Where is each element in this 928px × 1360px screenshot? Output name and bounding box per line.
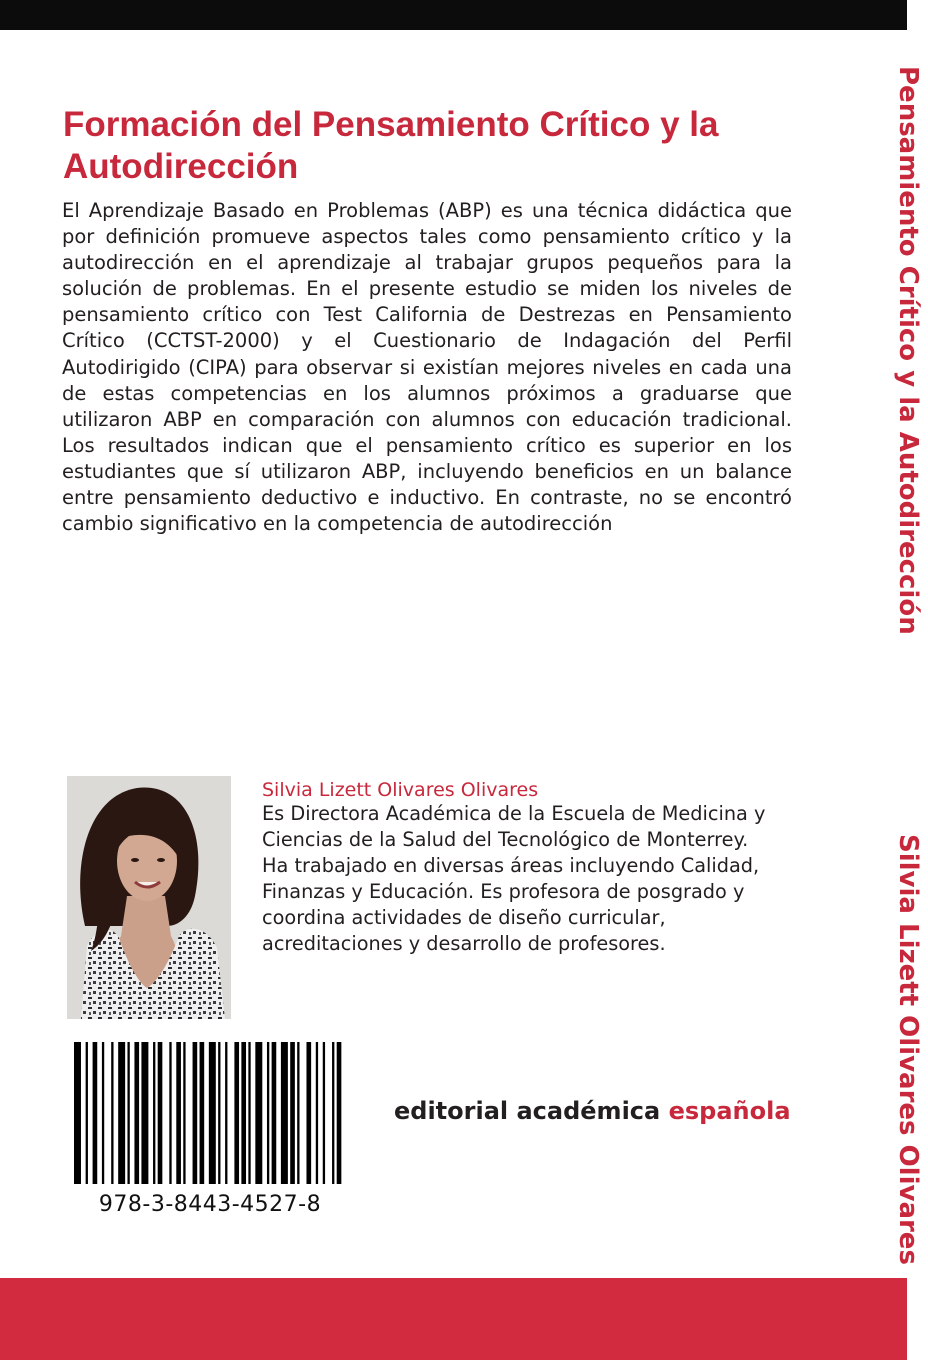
- barcode-bar: [153, 1042, 155, 1184]
- barcode-bar: [281, 1042, 288, 1184]
- barcode-bar: [306, 1042, 311, 1184]
- author-bio-line: coordina actividades de diseño curricular,: [262, 906, 666, 930]
- barcode-bar: [183, 1042, 185, 1184]
- barcode-bar: [297, 1042, 299, 1184]
- barcode-bar: [74, 1042, 81, 1184]
- publisher-logo: [394, 1096, 791, 1126]
- barcode-bar: [234, 1042, 239, 1184]
- author-bio-line: Ciencias de la Salud del Tecnológico de Monterrey.: [262, 828, 749, 852]
- author-photo: [67, 776, 231, 1019]
- barcode-bar: [323, 1042, 325, 1184]
- author-bio-line: Es Directora Académica de la Escuela de Medicina y: [262, 802, 766, 825]
- barcode-bar: [248, 1042, 250, 1184]
- barcode-bar: [337, 1042, 342, 1184]
- barcode-bar: [332, 1042, 334, 1184]
- barcode-bar: [193, 1042, 198, 1184]
- barcode-bar: [111, 1042, 113, 1184]
- barcode-bar: [127, 1042, 129, 1184]
- publisher-name-part2: española: [668, 1097, 791, 1125]
- barcode-bar: [209, 1042, 216, 1184]
- barcode-bar: [118, 1042, 125, 1184]
- isbn-barcode: [74, 1042, 346, 1184]
- barcode-bar: [93, 1042, 98, 1184]
- barcode-bar: [241, 1042, 246, 1184]
- barcode-bar: [134, 1042, 139, 1184]
- bottom-color-band: [0, 1278, 907, 1360]
- isbn-number: 978-3-8443-4527-8: [98, 1192, 322, 1217]
- barcode-bar: [86, 1042, 88, 1184]
- author-bio: [262, 801, 842, 958]
- barcode-bar: [316, 1042, 318, 1184]
- barcode-bar: [176, 1042, 181, 1184]
- barcode-bar: [272, 1042, 277, 1184]
- barcode-bar: [225, 1042, 227, 1184]
- barcode-bar: [158, 1042, 163, 1184]
- barcode-bar: [255, 1042, 262, 1184]
- author-bio-line: Ha trabajado en diversas áreas incluyendo Calidad,: [262, 854, 760, 878]
- barcode-bar: [290, 1042, 295, 1184]
- barcode-bar: [169, 1042, 171, 1184]
- author-bio-line: Finanzas y Educación. Es profesora de posgrado y: [262, 880, 745, 904]
- author-name: Silvia Lizett Olivares Olivares: [262, 779, 539, 801]
- barcode-bar: [102, 1042, 104, 1184]
- book-synopsis: El Aprendizaje Basado en Problemas (ABP) es una técnica didáctica que por definición promueve aspectos tales como pensamiento crítico y la autodirección en el aprendizaje al trabajar grupos pequeños para la solución de problemas. En el presente estudio se miden los niveles de pensamiento crítico con Test California de Destrezas en Pensamiento Crítico (CCTST-2000) y el Cuestionario de Indagación del Perfil Autodirigido (CIPA) para observar si existían mejores niveles en cada una de estas competencias en los alumnos próximos a graduarse que utilizaron ABP en comparación con alumnos con educación tradicional. Los resultados indican que el pensamiento crítico es superior en los estudiantes que sí utilizaron ABP, incluyendo beneficios en un balance entre pensamiento deductivo e inductivo. En contraste, no se encontró cambio significativo en la competencia de autodirección: [62, 199, 792, 536]
- book-title: Formación del Pensamiento Crítico y la Autodirección: [63, 105, 719, 186]
- barcode-bar: [141, 1042, 148, 1184]
- barcode-bar: [267, 1042, 269, 1184]
- author-bio-line: acreditaciones y desarrollo de profesores.: [262, 932, 666, 956]
- publisher-name-part1: editorial académica: [394, 1097, 669, 1125]
- spine-author-text: Silvia Lizett Olivares Olivares: [893, 834, 923, 1265]
- spine-title-text: Pensamiento Crítico y la Autodirección: [893, 66, 923, 635]
- barcode-bar: [218, 1042, 220, 1184]
- top-edge-bar: [0, 0, 907, 30]
- barcode-bar: [200, 1042, 205, 1184]
